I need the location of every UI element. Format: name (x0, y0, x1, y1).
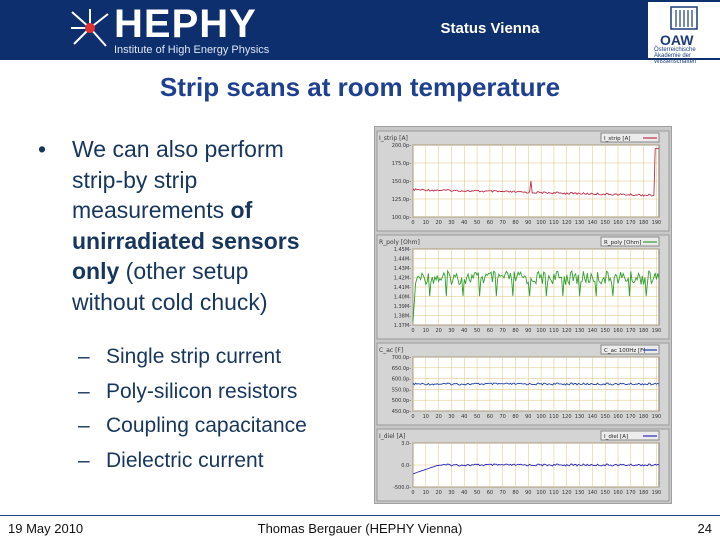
x-tick-label: 30 (448, 328, 455, 334)
bold-text: unirradiated sensors (72, 227, 300, 254)
y-tick-label: 125.0p- (391, 197, 411, 203)
legend-label: I_strip [A] (604, 136, 631, 142)
sub-bullet-text: Dielectric current (106, 448, 264, 472)
bullet-line (72, 256, 368, 287)
x-tick-label: 160 (613, 220, 623, 226)
sub-bullet-list (78, 340, 378, 478)
y-tick-label: 1.43M- (393, 266, 411, 272)
building-icon (669, 5, 699, 31)
y-tick-label: 200.0p- (391, 143, 411, 149)
strip-scan-charts (375, 127, 671, 503)
x-tick-label: 10 (422, 328, 429, 334)
hephy-logo (70, 4, 290, 56)
x-tick-label: 170 (626, 490, 636, 496)
text-run: without cold chuck) (72, 288, 268, 315)
x-tick-label: 20 (435, 490, 442, 496)
x-tick-label: 50 (473, 328, 481, 334)
x-tick-label: 90 (525, 328, 532, 334)
bullet-line (72, 226, 368, 257)
page-number: 24 (697, 521, 712, 536)
x-tick-label: 160 (613, 414, 623, 420)
starburst-icon (70, 8, 110, 48)
text-run: (other setup (119, 258, 249, 284)
y-axis-label: I_diel [A] (379, 433, 406, 440)
dash-marker: – (78, 379, 90, 403)
x-tick-label: 160 (613, 328, 623, 334)
bullet-line (72, 134, 368, 165)
y-axis-label: I_strip [A] (379, 135, 408, 142)
y-tick-label: 500.0p- (391, 398, 411, 405)
y-tick-label: 1.39M- (393, 304, 411, 310)
x-tick-label: 140 (587, 328, 598, 334)
header-title: Status Vienna (440, 20, 540, 37)
x-tick-label: 80 (512, 220, 519, 226)
oaw-subtitle: Österreichische Akademie der Wissenschaften (654, 47, 697, 65)
legend-label: I_diel [A] (604, 434, 629, 440)
bold-text: of (230, 197, 253, 223)
x-tick-label: 140 (587, 220, 598, 226)
x-tick-label: 150 (600, 490, 610, 496)
x-tick-label: 190 (651, 328, 662, 334)
sub-bullet-text: Poly-silicon resistors (106, 379, 298, 403)
bullet-dot: • (38, 136, 47, 162)
x-tick-label: 150 (600, 414, 610, 420)
x-tick-label: 0 (411, 220, 415, 226)
y-tick-label: 1.38M- (393, 313, 411, 320)
scan-plots-panel (374, 126, 672, 504)
logo-wordmark: HEPHY (114, 2, 257, 46)
y-axis-label: C_ac [F] (379, 347, 404, 354)
y-tick-label: -500.0- (393, 485, 411, 491)
y-tick-label: 650.0p- (391, 365, 411, 372)
x-tick-label: 0 (411, 414, 415, 420)
x-tick-label: 110 (549, 490, 559, 496)
x-tick-label: 70 (499, 490, 506, 496)
legend-label: R_poly [Ohm] (604, 240, 642, 246)
footer-divider (0, 515, 720, 516)
x-tick-label: 130 (574, 220, 585, 226)
y-tick-label: 1.41M- (393, 285, 411, 291)
bullet-list (38, 134, 368, 317)
sub-bullet-item (78, 375, 378, 410)
x-tick-label: 180 (638, 414, 649, 420)
x-tick-label: 70 (499, 220, 506, 226)
x-tick-label: 50 (473, 490, 481, 496)
y-tick-label: 450.0p- (391, 409, 411, 415)
oaw-wordmark: OAW (660, 32, 694, 48)
y-tick-label: 700.0p- (391, 355, 411, 361)
x-tick-label: 90 (525, 414, 532, 420)
y-tick-label: 1.40M- (393, 294, 411, 301)
y-tick-label: 150.0p- (391, 179, 411, 185)
x-tick-label: 100 (536, 414, 546, 420)
bullet-item (38, 134, 368, 317)
sub-bullet-text: Coupling capacitance (106, 414, 307, 437)
x-tick-label: 50 (473, 414, 481, 420)
x-tick-label: 80 (512, 414, 519, 420)
dash-marker: – (78, 448, 90, 472)
x-tick-label: 120 (561, 490, 572, 496)
x-tick-label: 20 (435, 220, 442, 226)
dash-marker: – (78, 345, 90, 368)
x-tick-label: 50 (473, 220, 481, 226)
y-tick-label: 550.0p- (391, 387, 411, 394)
y-tick-label: 100.0p- (391, 215, 411, 221)
x-tick-label: 190 (651, 220, 662, 226)
sub-bullet-item (78, 340, 378, 375)
x-tick-label: 110 (549, 414, 559, 420)
dash-marker: – (78, 414, 90, 437)
x-tick-label: 80 (512, 490, 519, 496)
x-tick-label: 160 (613, 490, 623, 496)
x-tick-label: 140 (587, 490, 598, 496)
x-tick-label: 20 (435, 328, 442, 334)
x-tick-label: 130 (574, 328, 585, 334)
x-tick-label: 80 (512, 328, 519, 334)
x-tick-label: 130 (574, 414, 585, 420)
sub-bullet-text: Single strip current (106, 345, 282, 368)
x-tick-label: 0 (411, 490, 415, 496)
x-tick-label: 30 (448, 414, 455, 420)
x-tick-label: 180 (638, 220, 649, 226)
y-tick-label: 0.0- (401, 463, 411, 469)
oaw-logo (648, 2, 720, 65)
x-tick-label: 60 (486, 220, 494, 226)
legend-label: C_ac 100Hz [F] (604, 348, 646, 354)
text-run: We can also perform (72, 136, 284, 162)
x-tick-label: 190 (651, 490, 662, 496)
bullet-line (72, 287, 368, 318)
x-tick-label: 110 (549, 328, 559, 334)
x-tick-label: 40 (461, 490, 468, 496)
x-tick-label: 100 (536, 220, 546, 226)
header-bar (0, 0, 720, 65)
footer-date: 19 May 2010 (8, 521, 84, 536)
x-tick-label: 40 (461, 220, 468, 226)
y-tick-label: 1.44M- (393, 256, 411, 263)
x-tick-label: 70 (499, 328, 506, 334)
y-tick-label: 3.0- (401, 441, 411, 447)
x-tick-label: 120 (561, 328, 572, 334)
x-tick-label: 10 (422, 220, 429, 226)
x-tick-label: 100 (536, 490, 546, 496)
x-tick-label: 140 (587, 414, 598, 420)
x-tick-label: 150 (600, 328, 610, 334)
y-axis-label: R_poly [Ohm] (379, 239, 420, 246)
x-tick-label: 70 (499, 414, 506, 420)
x-tick-label: 20 (435, 414, 442, 420)
text-run: measurements (72, 197, 231, 223)
x-tick-label: 10 (422, 414, 429, 420)
x-tick-label: 0 (411, 328, 415, 334)
sub-bullet-item (78, 409, 378, 444)
x-tick-label: 180 (638, 490, 649, 496)
bullet-line (72, 195, 368, 226)
text-run: strip-by strip (72, 166, 198, 193)
x-tick-label: 60 (486, 414, 494, 420)
x-tick-label: 10 (422, 490, 429, 496)
bold-text: only (72, 258, 120, 284)
x-tick-label: 100 (536, 328, 546, 334)
x-tick-label: 110 (549, 220, 559, 226)
y-tick-label: 1.37M- (393, 323, 411, 329)
logo-subtitle: Institute of High Energy Physics (114, 44, 270, 56)
x-tick-label: 40 (461, 328, 468, 334)
y-tick-label: 600.0p- (391, 376, 411, 383)
x-tick-label: 170 (626, 328, 636, 334)
x-tick-label: 190 (651, 414, 662, 420)
x-tick-label: 170 (626, 414, 636, 420)
x-tick-label: 150 (600, 220, 610, 226)
y-tick-label: 1.45M- (393, 247, 411, 253)
bullet-text (72, 134, 368, 317)
x-tick-label: 90 (525, 490, 532, 496)
sub-bullet-item (78, 444, 378, 479)
bullet-line (72, 165, 368, 196)
x-tick-label: 180 (638, 328, 649, 334)
x-tick-label: 30 (448, 490, 455, 496)
x-tick-label: 30 (448, 220, 455, 226)
x-tick-label: 60 (486, 490, 494, 496)
footer-author: Thomas Bergauer (HEPHY Vienna) (257, 521, 463, 536)
x-tick-label: 120 (561, 414, 572, 420)
x-tick-label: 60 (486, 328, 494, 334)
y-tick-label: 175.0p- (391, 161, 411, 167)
x-tick-label: 130 (574, 490, 585, 496)
x-tick-label: 170 (626, 220, 636, 226)
slide-title: Strip scans at room temperature (159, 72, 561, 102)
x-tick-label: 90 (525, 220, 532, 226)
y-tick-label: 1.42M- (393, 275, 411, 282)
x-tick-label: 40 (461, 414, 468, 420)
x-tick-label: 120 (561, 220, 572, 226)
